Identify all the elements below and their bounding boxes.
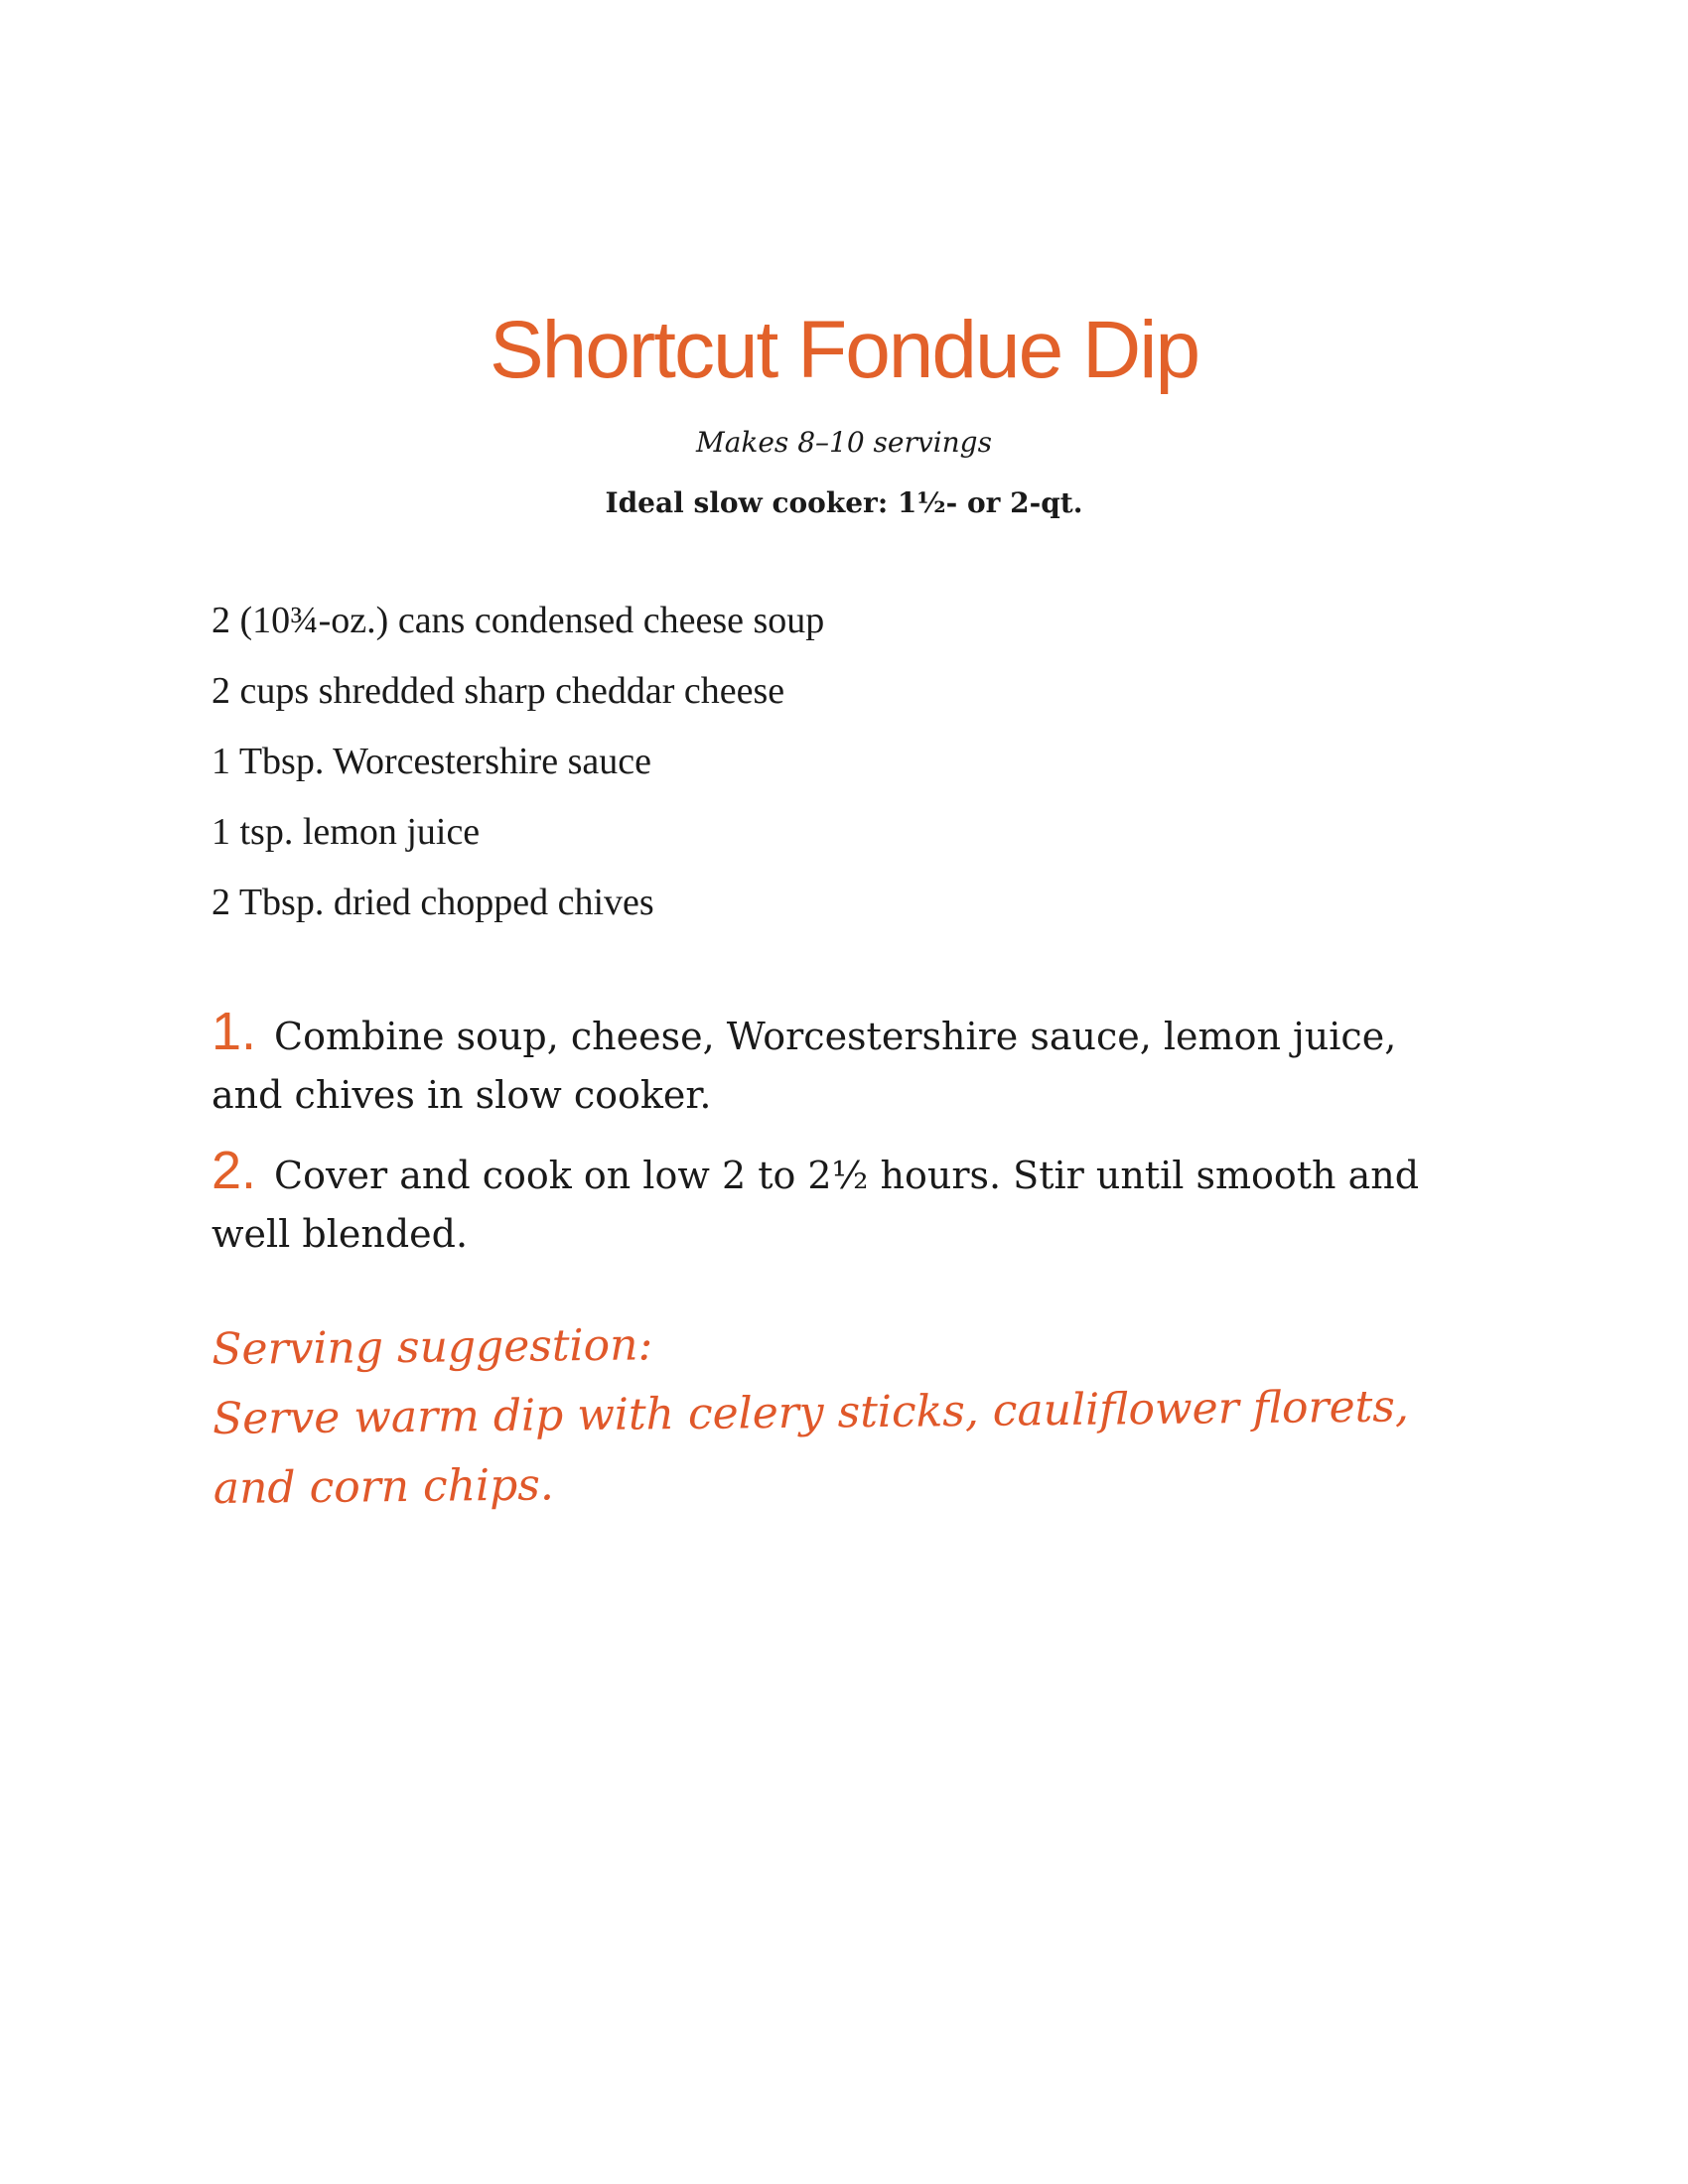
ingredient-item: 2 cups shredded sharp cheddar cheese (211, 670, 785, 712)
serving-suggestion (211, 1302, 1465, 1524)
recipe-title: Shortcut Fondue Dip (489, 305, 1199, 395)
instruction-steps (211, 1003, 1463, 1281)
step-text: Cover and cook on low 2 to 2½ hours. Stir until smooth and well blended. (211, 1154, 1420, 1256)
ingredient-item: 1 Tbsp. Worcestershire sauce (211, 741, 651, 782)
serving-suggestion-text: Serve warm dip with celery sticks, cauliflower florets, and corn chips. (211, 1381, 1410, 1514)
instruction-step (211, 1003, 1463, 1125)
step-number: 1. (211, 1002, 257, 1061)
ingredient-item: 2 Tbsp. dried chopped chives (211, 882, 654, 923)
serving-suggestion-heading: Serving suggestion: (211, 1319, 653, 1375)
servings-yield: Makes 8–10 servings (696, 426, 992, 459)
ideal-slow-cooker: Ideal slow cooker: 1½- or 2-qt. (605, 486, 1083, 519)
step-number: 2. (211, 1141, 257, 1200)
ingredient-item: 2 (10¾-oz.) cans condensed cheese soup (211, 600, 825, 641)
ingredient-list (211, 599, 824, 951)
instruction-step (211, 1142, 1463, 1264)
ingredient-item: 1 tsp. lemon juice (211, 811, 481, 853)
step-text: Combine soup, cheese, Worcestershire sauce, lemon juice, and chives in slow cooker. (211, 1015, 1397, 1117)
